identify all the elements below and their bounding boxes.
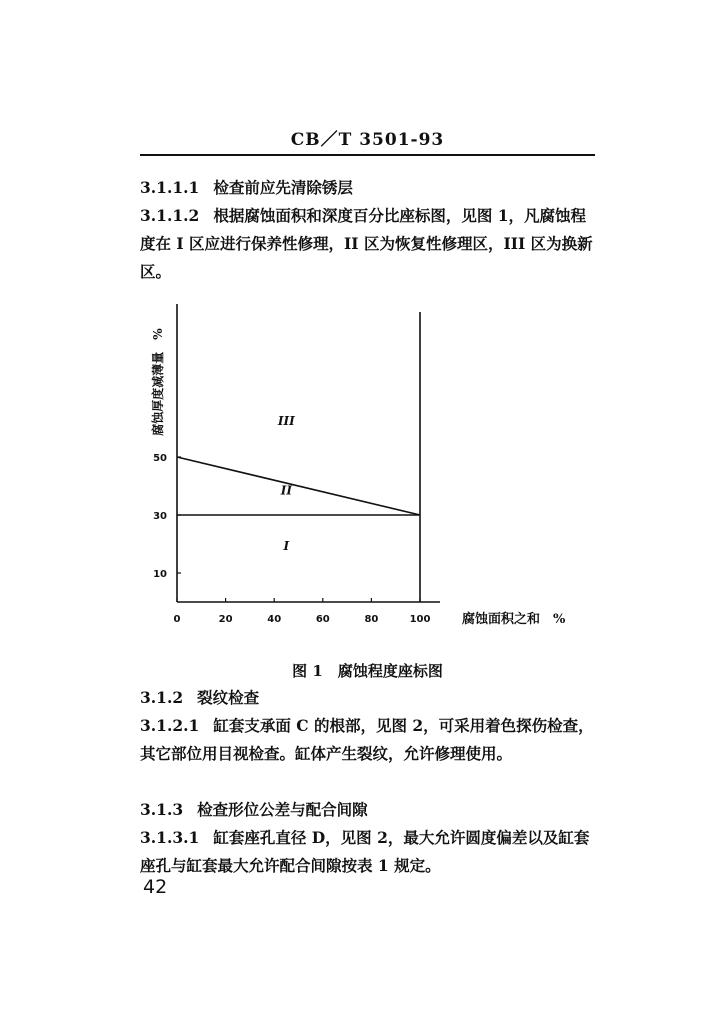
section-3-1-3-1 — [140, 824, 595, 880]
section-3-1-3 — [140, 796, 595, 824]
page-header: CB／T 3501-93 — [290, 130, 445, 150]
section-text: 缸套座孔直径 D，见图 2，最大允许圆度偏差以及缸套座孔与缸套最大允许配合间隙按表 1 规定。 — [140, 828, 590, 875]
y-tick-label: 30 — [153, 511, 167, 522]
x-tick-label: 80 — [364, 614, 379, 625]
section-text: 检查形位公差与配合间隙 — [197, 800, 368, 819]
y-tick-label: 10 — [153, 569, 167, 580]
region-label-II: II — [280, 483, 292, 498]
section-text: 裂纹检查 — [197, 688, 260, 707]
header-rule — [140, 154, 595, 156]
x-tick-label: 100 — [409, 614, 431, 625]
section-number: 3.1.2 — [140, 688, 184, 707]
section-text: 缸套支承面 C 的根部，见图 2，可采用着色探伤检查，其它部位用目视检查。缸体产生裂纹，允许修理使用。 — [140, 716, 594, 763]
section-text: 检查前应先清除锈层 — [213, 178, 353, 197]
page-number: 42 — [143, 876, 168, 898]
section-number: 3.1.2.1 — [140, 716, 200, 735]
section-number: 3.1.1.2 — [140, 206, 200, 225]
series-line-1 — [177, 457, 420, 515]
section-number: 3.1.3.1 — [140, 828, 200, 847]
section-3-1-2 — [140, 684, 595, 712]
section-3-1-2-1 — [140, 712, 595, 768]
y-axis-label: 腐蚀厚度减薄量 % — [151, 328, 165, 436]
section-3-1-1-1 — [140, 174, 595, 202]
section-3-1-1-2 — [140, 202, 595, 286]
figure-caption: 图 1 腐蚀程度座标图 — [292, 662, 443, 680]
x-tick-label: 40 — [267, 614, 282, 625]
section-number: 3.1.1.1 — [140, 178, 200, 197]
x-tick-label: 20 — [218, 614, 233, 625]
y-tick-label: 50 — [153, 453, 167, 464]
region-label-III: III — [277, 414, 295, 429]
x-axis-label: 腐蚀面积之和 % — [462, 612, 566, 627]
corrosion-chart — [140, 292, 590, 637]
region-label-I: I — [283, 538, 290, 553]
section-number: 3.1.3 — [140, 800, 184, 819]
section-text: 根据腐蚀面积和深度百分比座标图，见图 1，凡腐蚀程度在 I 区应进行保养性修理，II 区为恢复性修理区，III 区为换新区。 — [140, 206, 593, 281]
x-tick-label: 0 — [173, 614, 181, 625]
x-tick-label: 60 — [315, 614, 330, 625]
